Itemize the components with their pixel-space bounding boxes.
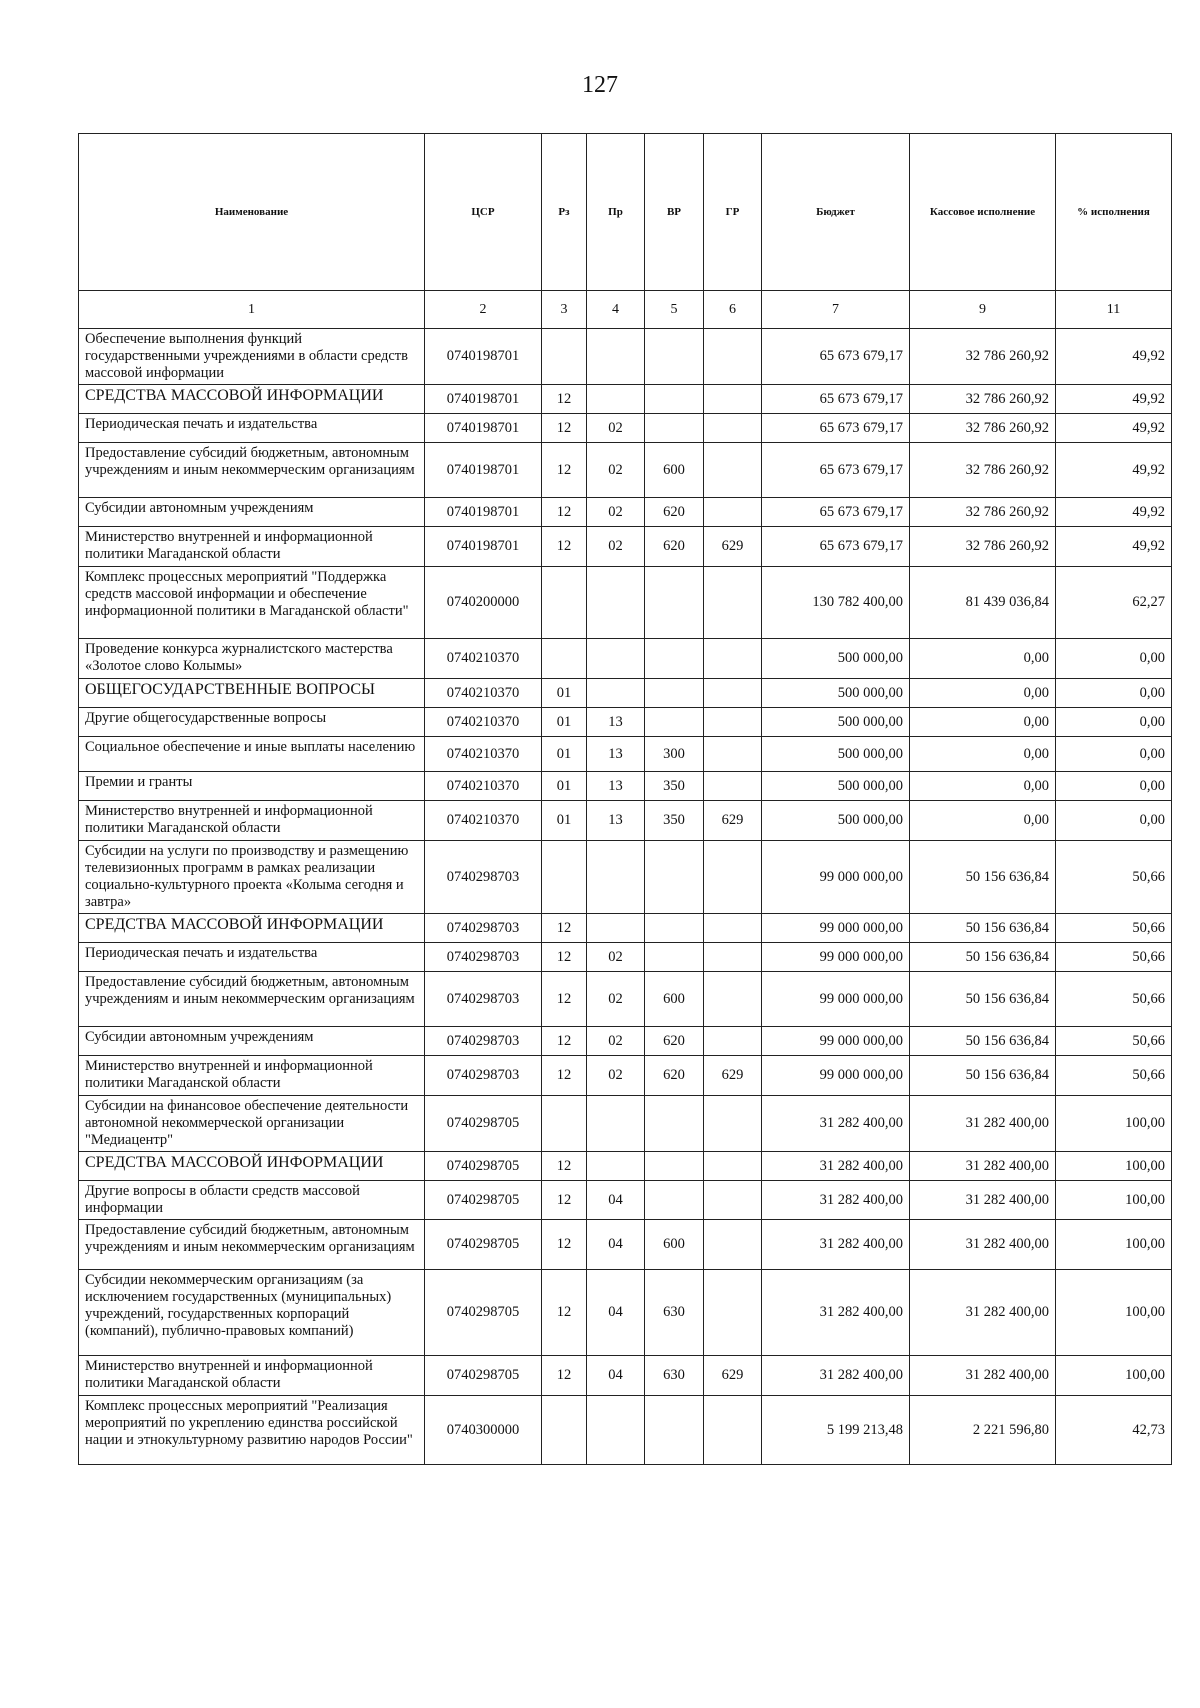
- row-budget: 65 673 679,17: [762, 527, 910, 567]
- row-rz: 12: [542, 1356, 587, 1396]
- table-row: [79, 639, 1172, 679]
- row-gr: [704, 1270, 762, 1356]
- row-pr: 13: [587, 737, 645, 772]
- page-number: 127: [582, 72, 618, 98]
- row-percent: 50,66: [1056, 841, 1172, 914]
- row-percent: 100,00: [1056, 1356, 1172, 1396]
- row-rz: 12: [542, 443, 587, 498]
- row-rz: 12: [542, 527, 587, 567]
- row-budget: 5 199 213,48: [762, 1396, 910, 1465]
- row-budget: 500 000,00: [762, 737, 910, 772]
- row-pr: 02: [587, 972, 645, 1027]
- row-name: Субсидии на финансовое обеспечение деятельности автономной некоммерческой организации "Медиацентр": [79, 1096, 425, 1152]
- row-cash: 32 786 260,92: [910, 329, 1056, 385]
- table-row: [79, 1152, 1172, 1181]
- row-cash: 31 282 400,00: [910, 1220, 1056, 1270]
- row-gr: [704, 414, 762, 443]
- row-name: Министерство внутренней и информационной политики Магаданской области: [79, 1056, 425, 1096]
- row-name: Периодическая печать и издательства: [79, 943, 425, 972]
- row-percent: 50,66: [1056, 1056, 1172, 1096]
- row-name: Субсидии на услуги по производству и размещению телевизионных программ в рамках реализации социально-культурного проекта «Колыма сегодня и завтра»: [79, 841, 425, 914]
- row-percent: 50,66: [1056, 943, 1172, 972]
- row-cash: 31 282 400,00: [910, 1096, 1056, 1152]
- row-vr: 630: [645, 1356, 704, 1396]
- row-rz: 12: [542, 1027, 587, 1056]
- row-budget: 31 282 400,00: [762, 1181, 910, 1220]
- row-gr: [704, 1152, 762, 1181]
- row-vr: [645, 708, 704, 737]
- row-percent: 50,66: [1056, 914, 1172, 943]
- row-budget: 500 000,00: [762, 772, 910, 801]
- row-percent: 0,00: [1056, 801, 1172, 841]
- row-percent: 50,66: [1056, 1027, 1172, 1056]
- row-percent: 49,92: [1056, 498, 1172, 527]
- table-row: [79, 414, 1172, 443]
- budget-execution-table: [78, 133, 1172, 1465]
- row-budget: 31 282 400,00: [762, 1152, 910, 1181]
- row-budget: 65 673 679,17: [762, 498, 910, 527]
- row-csr: 0740298703: [425, 972, 542, 1027]
- row-budget: 31 282 400,00: [762, 1096, 910, 1152]
- row-gr: [704, 772, 762, 801]
- row-name: Обеспечение выполнения функций государственными учреждениями в области средств массовой информации: [79, 329, 425, 385]
- row-csr: 0740210370: [425, 708, 542, 737]
- row-cash: 0,00: [910, 679, 1056, 708]
- table-row: [79, 972, 1172, 1027]
- row-gr: 629: [704, 801, 762, 841]
- row-percent: 42,73: [1056, 1396, 1172, 1465]
- table-row: [79, 567, 1172, 639]
- row-cash: 50 156 636,84: [910, 943, 1056, 972]
- header-gr: ГР: [704, 134, 762, 291]
- column-index: 4: [587, 291, 645, 329]
- row-rz: 01: [542, 737, 587, 772]
- row-pr: 04: [587, 1181, 645, 1220]
- row-vr: [645, 679, 704, 708]
- row-budget: 99 000 000,00: [762, 841, 910, 914]
- row-budget: 99 000 000,00: [762, 1027, 910, 1056]
- row-gr: [704, 1396, 762, 1465]
- row-cash: 50 156 636,84: [910, 1056, 1056, 1096]
- row-budget: 31 282 400,00: [762, 1356, 910, 1396]
- row-vr: 630: [645, 1270, 704, 1356]
- header-name: Наименование: [79, 134, 425, 291]
- row-name: Комплекс процессных мероприятий "Поддержка средств массовой информации и обеспечение информационной политики в Магаданской области": [79, 567, 425, 639]
- table-row: [79, 737, 1172, 772]
- row-cash: 31 282 400,00: [910, 1270, 1056, 1356]
- row-vr: 620: [645, 498, 704, 527]
- row-budget: 500 000,00: [762, 801, 910, 841]
- row-gr: [704, 972, 762, 1027]
- row-cash: 31 282 400,00: [910, 1181, 1056, 1220]
- row-name: Предоставление субсидий бюджетным, автономным учреждениям и иным некоммерческим организациям: [79, 443, 425, 498]
- table-row: [79, 1220, 1172, 1270]
- row-pr: 02: [587, 1056, 645, 1096]
- row-pr: 02: [587, 527, 645, 567]
- row-name: Министерство внутренней и информационной политики Магаданской области: [79, 527, 425, 567]
- row-vr: 600: [645, 972, 704, 1027]
- row-rz: 12: [542, 498, 587, 527]
- row-csr: 0740300000: [425, 1396, 542, 1465]
- row-gr: [704, 943, 762, 972]
- column-index-row: [79, 291, 1172, 329]
- row-rz: 12: [542, 972, 587, 1027]
- row-rz: 12: [542, 1220, 587, 1270]
- row-gr: [704, 1096, 762, 1152]
- header-cash: Кассовое исполнение: [910, 134, 1056, 291]
- row-budget: 31 282 400,00: [762, 1220, 910, 1270]
- row-pr: [587, 841, 645, 914]
- row-pr: 02: [587, 943, 645, 972]
- row-csr: 0740298703: [425, 914, 542, 943]
- row-cash: 0,00: [910, 737, 1056, 772]
- row-name: СРЕДСТВА МАССОВОЙ ИНФОРМАЦИИ: [79, 1152, 425, 1181]
- row-csr: 0740298703: [425, 1056, 542, 1096]
- table-row: [79, 1181, 1172, 1220]
- row-vr: [645, 1181, 704, 1220]
- row-csr: 0740298705: [425, 1270, 542, 1356]
- row-name: Субсидии автономным учреждениям: [79, 1027, 425, 1056]
- row-cash: 31 282 400,00: [910, 1356, 1056, 1396]
- table-row: [79, 443, 1172, 498]
- row-gr: [704, 1027, 762, 1056]
- row-csr: 0740198701: [425, 329, 542, 385]
- header-pr: Пр: [587, 134, 645, 291]
- row-cash: 81 439 036,84: [910, 567, 1056, 639]
- row-cash: 31 282 400,00: [910, 1152, 1056, 1181]
- row-csr: 0740198701: [425, 414, 542, 443]
- row-budget: 130 782 400,00: [762, 567, 910, 639]
- row-vr: [645, 1096, 704, 1152]
- row-cash: 50 156 636,84: [910, 914, 1056, 943]
- row-cash: 50 156 636,84: [910, 1027, 1056, 1056]
- row-vr: 350: [645, 801, 704, 841]
- row-rz: [542, 1396, 587, 1465]
- row-budget: 31 282 400,00: [762, 1270, 910, 1356]
- row-gr: [704, 443, 762, 498]
- row-name: Социальное обеспечение и иные выплаты населению: [79, 737, 425, 772]
- column-index: 9: [910, 291, 1056, 329]
- row-csr: 0740198701: [425, 443, 542, 498]
- row-percent: 0,00: [1056, 772, 1172, 801]
- row-csr: 0740298705: [425, 1152, 542, 1181]
- table-row: [79, 1396, 1172, 1465]
- row-rz: [542, 329, 587, 385]
- row-pr: 02: [587, 414, 645, 443]
- row-rz: 01: [542, 801, 587, 841]
- row-gr: [704, 498, 762, 527]
- row-rz: 12: [542, 1152, 587, 1181]
- row-name: Министерство внутренней и информационной политики Магаданской области: [79, 801, 425, 841]
- row-rz: 12: [542, 385, 587, 414]
- row-budget: 65 673 679,17: [762, 329, 910, 385]
- row-vr: [645, 639, 704, 679]
- row-cash: 50 156 636,84: [910, 972, 1056, 1027]
- row-vr: 600: [645, 1220, 704, 1270]
- row-cash: 32 786 260,92: [910, 498, 1056, 527]
- row-csr: 0740210370: [425, 772, 542, 801]
- row-budget: 500 000,00: [762, 639, 910, 679]
- row-cash: 32 786 260,92: [910, 527, 1056, 567]
- row-name: Предоставление субсидий бюджетным, автономным учреждениям и иным некоммерческим организациям: [79, 972, 425, 1027]
- row-gr: [704, 567, 762, 639]
- row-rz: [542, 1096, 587, 1152]
- row-percent: 50,66: [1056, 972, 1172, 1027]
- row-gr: [704, 1181, 762, 1220]
- row-csr: 0740298703: [425, 841, 542, 914]
- row-name: Субсидии автономным учреждениям: [79, 498, 425, 527]
- column-index: 5: [645, 291, 704, 329]
- row-gr: [704, 708, 762, 737]
- row-vr: 620: [645, 1027, 704, 1056]
- column-index: 3: [542, 291, 587, 329]
- row-percent: 49,92: [1056, 385, 1172, 414]
- row-csr: 0740198701: [425, 385, 542, 414]
- row-name: Проведение конкурса журналистского мастерства «Золотое слово Колымы»: [79, 639, 425, 679]
- row-cash: 32 786 260,92: [910, 443, 1056, 498]
- row-csr: 0740298703: [425, 943, 542, 972]
- header-budget: Бюджет: [762, 134, 910, 291]
- column-index: 11: [1056, 291, 1172, 329]
- row-cash: 2 221 596,80: [910, 1396, 1056, 1465]
- row-pr: [587, 1152, 645, 1181]
- table-row: [79, 1270, 1172, 1356]
- row-budget: 99 000 000,00: [762, 943, 910, 972]
- row-gr: [704, 737, 762, 772]
- table-row: [79, 708, 1172, 737]
- row-percent: 49,92: [1056, 527, 1172, 567]
- row-pr: [587, 329, 645, 385]
- row-csr: 0740298705: [425, 1096, 542, 1152]
- header-percent: % исполнения: [1056, 134, 1172, 291]
- table-row: [79, 527, 1172, 567]
- row-gr: [704, 639, 762, 679]
- column-index: 2: [425, 291, 542, 329]
- table-row: [79, 329, 1172, 385]
- row-vr: 350: [645, 772, 704, 801]
- row-rz: [542, 639, 587, 679]
- row-rz: 12: [542, 1181, 587, 1220]
- row-percent: 100,00: [1056, 1181, 1172, 1220]
- table-row: [79, 1096, 1172, 1152]
- column-index: 7: [762, 291, 910, 329]
- row-vr: 620: [645, 1056, 704, 1096]
- row-pr: [587, 1396, 645, 1465]
- header-row: [79, 134, 1172, 291]
- row-csr: 0740210370: [425, 679, 542, 708]
- row-budget: 65 673 679,17: [762, 443, 910, 498]
- row-vr: [645, 1396, 704, 1465]
- row-pr: 02: [587, 498, 645, 527]
- row-budget: 500 000,00: [762, 708, 910, 737]
- row-csr: 0740298703: [425, 1027, 542, 1056]
- row-budget: 500 000,00: [762, 679, 910, 708]
- row-vr: [645, 914, 704, 943]
- row-percent: 49,92: [1056, 329, 1172, 385]
- row-pr: [587, 639, 645, 679]
- row-cash: 32 786 260,92: [910, 414, 1056, 443]
- row-gr: [704, 1220, 762, 1270]
- row-gr: [704, 329, 762, 385]
- table-row: [79, 385, 1172, 414]
- row-name: Другие вопросы в области средств массовой информации: [79, 1181, 425, 1220]
- column-index: 6: [704, 291, 762, 329]
- row-name: Предоставление субсидий бюджетным, автономным учреждениям и иным некоммерческим организациям: [79, 1220, 425, 1270]
- row-cash: 0,00: [910, 708, 1056, 737]
- row-vr: [645, 385, 704, 414]
- row-name: ОБЩЕГОСУДАРСТВЕННЫЕ ВОПРОСЫ: [79, 679, 425, 708]
- row-pr: 04: [587, 1270, 645, 1356]
- row-name: Субсидии некоммерческим организациям (за исключением государственных (муниципальных) учреждений, государственных корпораций (компаний), публично-правовых компаний): [79, 1270, 425, 1356]
- row-rz: 12: [542, 943, 587, 972]
- table-row: [79, 679, 1172, 708]
- header-vr: ВР: [645, 134, 704, 291]
- row-name: Периодическая печать и издательства: [79, 414, 425, 443]
- row-csr: 0740298705: [425, 1220, 542, 1270]
- header-rz: Рз: [542, 134, 587, 291]
- table-row: [79, 943, 1172, 972]
- row-vr: 300: [645, 737, 704, 772]
- row-rz: 01: [542, 772, 587, 801]
- row-percent: 0,00: [1056, 679, 1172, 708]
- row-pr: 02: [587, 1027, 645, 1056]
- row-pr: [587, 1096, 645, 1152]
- row-rz: [542, 567, 587, 639]
- row-pr: 13: [587, 708, 645, 737]
- row-csr: 0740298705: [425, 1356, 542, 1396]
- row-rz: 12: [542, 414, 587, 443]
- row-rz: 12: [542, 914, 587, 943]
- row-pr: 02: [587, 443, 645, 498]
- table-row: [79, 772, 1172, 801]
- row-vr: 600: [645, 443, 704, 498]
- row-budget: 99 000 000,00: [762, 972, 910, 1027]
- row-gr: [704, 385, 762, 414]
- row-pr: [587, 385, 645, 414]
- row-gr: [704, 679, 762, 708]
- row-rz: 01: [542, 679, 587, 708]
- row-vr: [645, 841, 704, 914]
- row-rz: 01: [542, 708, 587, 737]
- row-pr: 04: [587, 1356, 645, 1396]
- row-cash: 50 156 636,84: [910, 841, 1056, 914]
- row-pr: 13: [587, 772, 645, 801]
- row-name: Министерство внутренней и информационной политики Магаданской области: [79, 1356, 425, 1396]
- row-percent: 100,00: [1056, 1152, 1172, 1181]
- row-percent: 100,00: [1056, 1270, 1172, 1356]
- row-gr: [704, 841, 762, 914]
- row-percent: 100,00: [1056, 1096, 1172, 1152]
- row-cash: 0,00: [910, 801, 1056, 841]
- row-budget: 99 000 000,00: [762, 914, 910, 943]
- row-csr: 0740210370: [425, 737, 542, 772]
- row-csr: 0740198701: [425, 527, 542, 567]
- row-vr: 620: [645, 527, 704, 567]
- row-csr: 0740298705: [425, 1181, 542, 1220]
- table-row: [79, 1056, 1172, 1096]
- row-percent: 49,92: [1056, 443, 1172, 498]
- row-name: СРЕДСТВА МАССОВОЙ ИНФОРМАЦИИ: [79, 385, 425, 414]
- row-budget: 99 000 000,00: [762, 1056, 910, 1096]
- row-rz: 12: [542, 1056, 587, 1096]
- row-percent: 62,27: [1056, 567, 1172, 639]
- row-budget: 65 673 679,17: [762, 385, 910, 414]
- table-body: [79, 329, 1172, 1465]
- table-row: [79, 914, 1172, 943]
- row-gr: 629: [704, 1356, 762, 1396]
- row-gr: 629: [704, 1056, 762, 1096]
- row-gr: 629: [704, 527, 762, 567]
- row-vr: [645, 567, 704, 639]
- table-row: [79, 498, 1172, 527]
- row-name: Комплекс процессных мероприятий "Реализация мероприятий по укреплению единства российской нации и этнокультурному развитию народов России": [79, 1396, 425, 1465]
- header-csr: ЦСР: [425, 134, 542, 291]
- row-percent: 0,00: [1056, 708, 1172, 737]
- row-budget: 65 673 679,17: [762, 414, 910, 443]
- row-cash: 32 786 260,92: [910, 385, 1056, 414]
- row-csr: 0740210370: [425, 639, 542, 679]
- row-rz: 12: [542, 1270, 587, 1356]
- table-row: [79, 841, 1172, 914]
- table-row: [79, 801, 1172, 841]
- row-csr: 0740198701: [425, 498, 542, 527]
- table-row: [79, 1027, 1172, 1056]
- row-name: СРЕДСТВА МАССОВОЙ ИНФОРМАЦИИ: [79, 914, 425, 943]
- table-row: [79, 1356, 1172, 1396]
- row-pr: 04: [587, 1220, 645, 1270]
- row-rz: [542, 841, 587, 914]
- row-csr: 0740210370: [425, 801, 542, 841]
- row-percent: 49,92: [1056, 414, 1172, 443]
- row-vr: [645, 414, 704, 443]
- row-percent: 0,00: [1056, 639, 1172, 679]
- row-vr: [645, 1152, 704, 1181]
- row-vr: [645, 943, 704, 972]
- row-cash: 0,00: [910, 772, 1056, 801]
- row-pr: 13: [587, 801, 645, 841]
- row-percent: 0,00: [1056, 737, 1172, 772]
- column-index: 1: [79, 291, 425, 329]
- row-pr: [587, 914, 645, 943]
- row-gr: [704, 914, 762, 943]
- row-pr: [587, 567, 645, 639]
- row-pr: [587, 679, 645, 708]
- row-csr: 0740200000: [425, 567, 542, 639]
- row-cash: 0,00: [910, 639, 1056, 679]
- row-name: Другие общегосударственные вопросы: [79, 708, 425, 737]
- row-vr: [645, 329, 704, 385]
- row-name: Премии и гранты: [79, 772, 425, 801]
- row-percent: 100,00: [1056, 1220, 1172, 1270]
